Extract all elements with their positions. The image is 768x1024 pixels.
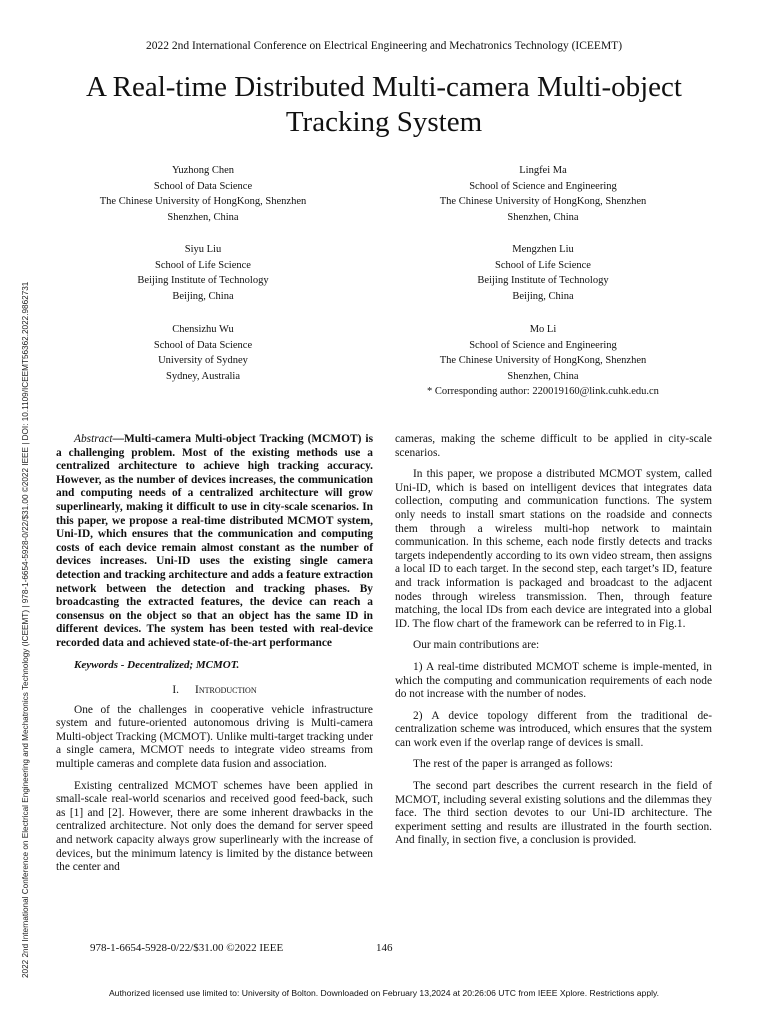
left-column: [56, 433, 373, 883]
author-block: [53, 163, 353, 225]
footer-copyright: 978-1-6654-5928-0/22/$31.00 ©2022 IEEE: [90, 942, 284, 954]
section-heading: [56, 684, 373, 698]
author-org: The Chinese University of HongKong, Shenzhen: [99, 196, 307, 207]
author-name: Siyu Liu: [184, 244, 222, 255]
author-dept: School of Life Science: [495, 259, 591, 271]
author-location: Beijing, China: [512, 290, 574, 302]
section-title: Introduction: [195, 684, 257, 697]
author-org: University of Sydney: [158, 355, 248, 366]
author-dept: School of Science and Engineering: [469, 180, 617, 192]
paragraph: Existing centralized MCMOT schemes have been applied in small-scale real-world scenarios and received good feed-back, such as [1] and [2]. However, there are some inherent drawbacks in the centralized architecture. Not only does the demand for server speed and network capacity always grow superlinearly with the increase of devices, but the minimum latency is limited by the distance between the center and: [56, 779, 373, 874]
paragraph: Our main contributions are:: [413, 639, 540, 652]
right-column: [395, 433, 712, 856]
paragraph-continuation: cameras, making the scheme difficult to be applied in city-scale scenarios.: [395, 433, 712, 459]
abstract: [56, 433, 373, 651]
author-org: The Chinese University of HongKong, Shenzhen: [439, 355, 647, 366]
keywords: Keywords - Decentralized; MCMOT.: [74, 658, 240, 671]
author-org: The Chinese University of HongKong, Shenzhen: [439, 196, 647, 207]
paragraph: In this paper, we propose a distributed MCMOT system, called Uni-ID, which is based on intelligent devices that integrates data collection, computing and communication functions. The system only needs to install smart stations on the roadside and connects them through a wireless multi-hop network to maintain communication. In this scheme, each node firstly detects and tracks targets independently according to its own video stream, then assigns a local ID to each target. In the second step, each target’s ID, feature and track information is packaged and broadcast to the adjacent nodes through wireless transmission. Then, through feature matching, the local IDs from each device are integrated into a global ID. The flow chart of the framework can be referred to in Fig.1.: [395, 468, 712, 630]
abstract-text: —Multi-camera Multi-object Tracking (MCMOT) is a challenging problem. Most of the existing methods use a centralized architecture to achieve high tracking accuracy. However, as the number of devices increases, the communication and computing needs of a centralized architecture will grow superlinearly, making it difficult to use in city-scale scenarios. In this paper, we propose a real-time distributed MCMOT system, Uni-ID, which ensures that the communication and computing costs of each device remain almost constant as the number of devices increases. Uni-ID uses the existing single camera detection and tracking architecture and adds a feature extraction network between the detection and tracking phases. By broadcasting the extracted features, the device can reach a consensus on the object so that an object has the same ID in different devices. The system has been tested with real-device recorded data and achieved state-of-the-art performance: [56, 433, 373, 649]
author-block: [393, 322, 693, 400]
author-block: [53, 242, 353, 304]
author-dept: School of Data Science: [153, 339, 253, 351]
author-block: [393, 163, 693, 225]
author-name: Yuzhong Chen: [171, 165, 235, 176]
author-block: [393, 242, 693, 304]
author-name: Lingfei Ma: [519, 165, 567, 176]
conference-header: 2022 2nd International Conference on Electrical Engineering and Mechatronics Technology (ICEEMT): [145, 40, 623, 52]
author-org: Beijing Institute of Technology: [137, 275, 269, 286]
author-org: Beijing Institute of Technology: [477, 275, 609, 286]
section-number: I.: [172, 684, 180, 697]
author-location: Shenzhen, China: [167, 211, 239, 223]
author-location: Shenzhen, China: [507, 370, 579, 382]
paragraph: The rest of the paper is arranged as follows:: [413, 758, 613, 771]
paragraph: One of the challenges in cooperative vehicle infrastructure system and future-oriented autonomous driving is Multi-camera Multi-object Tracking (MCMOT). Unlike multi-target tracking under a single camera, MCMOT needs to integrate video streams from multiple cameras and complete data fusion and association.: [56, 703, 373, 771]
author-dept: School of Science and Engineering: [469, 339, 617, 351]
paragraph: The second part describes the current research in the field of MCMOT, including several existing solutions and the dilemmas they face. The third section devotes to our Uni-ID architecture. The experiment setting and results are illustrated in the fourth section. And finally, in section five, a conclusion is provided.: [395, 780, 712, 847]
author-dept: School of Life Science: [155, 259, 251, 271]
contribution-item: 2) A device topology different from the traditional de-centralization scheme was introduced, which ensures that the system can work even if the overlap range of devices is small.: [395, 709, 712, 749]
author-location: Sydney, Australia: [166, 370, 240, 382]
author-dept: School of Data Science: [153, 180, 253, 192]
corresponding-author-note: * Corresponding author: 220019160@link.cuhk.edu.cn: [427, 386, 659, 397]
side-margin: [8, 148, 34, 978]
author-location: Beijing, China: [172, 290, 234, 302]
abstract-label: Abstract: [74, 433, 113, 445]
side-doi-text: 2022 2nd International Conference on Electrical Engineering and Mechatronics Technology (ICEEMT) | 978-1-6654-5928-0/22/$31.00 ©2022 IEEE | DOI: 10.1109/ICEEMT56362.2022.9862731: [21, 281, 30, 978]
paper-title: A Real-time Distributed Multi-camera Multi-object Tracking System: [86, 71, 682, 138]
author-name: Mo Li: [529, 324, 557, 335]
author-location: Shenzhen, China: [507, 211, 579, 223]
author-block: [53, 322, 353, 384]
contribution-item: 1) A real-time distributed MCMOT scheme is imple-mented, in which the computing and communication requirements of each node do not increase with the number of nodes.: [395, 660, 712, 701]
author-name: Mengzhen Liu: [512, 244, 574, 255]
page-number: 146: [376, 942, 393, 954]
authorized-use-notice: Authorized licensed use limited to: University of Bolton. Downloaded on February 13,2024 at 20:26:06 UTC from IEEE Xplore. Restrictions apply.: [108, 988, 660, 998]
author-name: Chensizhu Wu: [172, 324, 234, 335]
